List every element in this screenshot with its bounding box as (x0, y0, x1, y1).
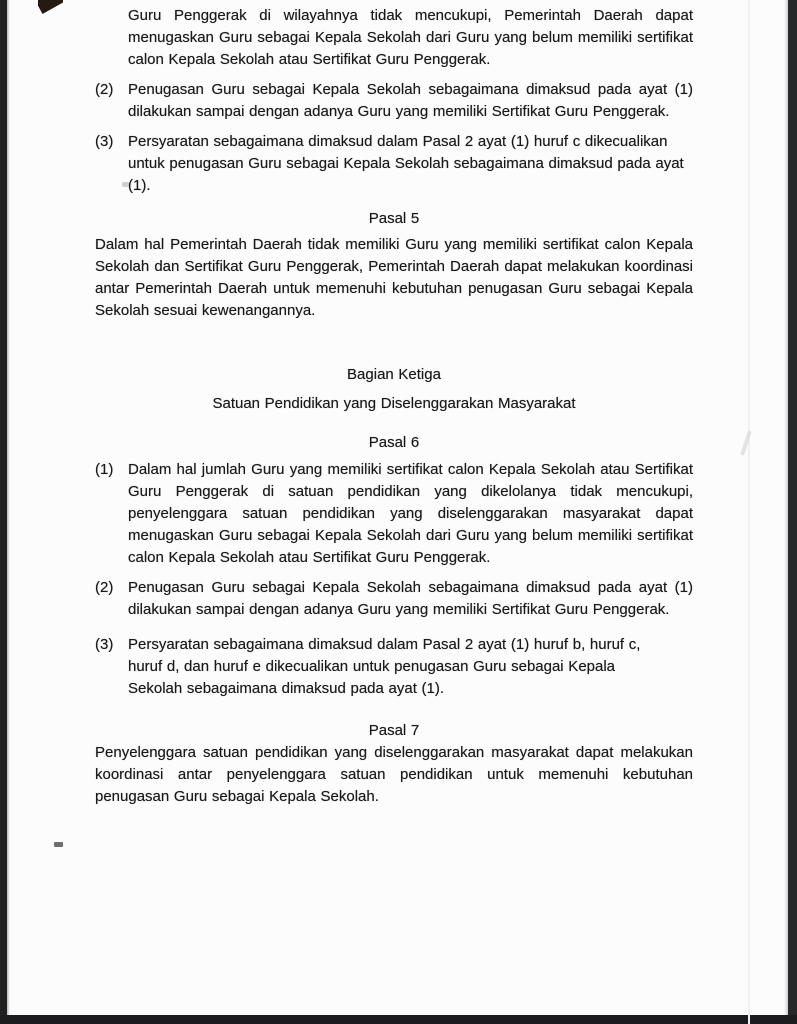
section-heading-pasal-7: Pasal 7 (368, 722, 420, 739)
scan-smudge (740, 430, 752, 456)
scan-edge-left (0, 0, 7, 1024)
list-item-number: (3) (95, 636, 114, 653)
list-item-text: Guru Penggerak di wilayahnya tidak mencukupi, Pemerintah Daerah dapat menugaskan Guru sebagai Kepala Sekolah dari Guru yang belum memiliki sertifikat calon Kepala Sekolah atau Sertifikat Guru Penggerak. (128, 7, 693, 68)
document-body (95, 5, 693, 808)
list-item-number: (2) (95, 81, 114, 98)
section-heading-bagian-ketiga: Bagian Ketiga (347, 366, 441, 383)
list-item (95, 577, 693, 621)
scan-smudge (54, 842, 63, 847)
list-item-text: Persyaratan sebagaimana dimaksud dalam Pasal 2 ayat (1) huruf b, huruf c, huruf d, dan huruf e dikecualikan untuk penugasan Guru sebagai Kepala Sekolah sebagaimana dimaksud pada ayat (1). (128, 636, 641, 697)
list-item (95, 634, 693, 700)
paragraph-pasal-7: Penyelenggara satuan pendidikan yang diselenggarakan masyarakat dapat melakukan koordinasi antar penyelenggara satuan pendidikan untuk memenuhi kebutuhan penugasan Guru sebagai Kepala Sekolah. (95, 744, 693, 805)
list-item-text: Penugasan Guru sebagai Kepala Sekolah sebagaimana dimaksud pada ayat (1) dilakukan sampai dengan adanya Guru yang memiliki Sertifikat Guru Penggerak. (128, 579, 693, 618)
list-item-number: (1) (95, 461, 114, 478)
list-item-number: (3) (95, 133, 114, 150)
paragraph-pasal-5: Dalam hal Pemerintah Daerah tidak memiliki Guru yang memiliki sertifikat calon Kepala Sekolah dan Sertifikat Guru Penggerak, Pemerintah Daerah dapat melakukan koordinasi antar Pemerintah Daerah untuk memenuhi kebutuhan penugasan Guru sebagai Kepala Sekolah sesuai kewenangannya. (95, 236, 693, 319)
scan-edge-left-shadow (7, 0, 10, 1024)
list-item (95, 79, 693, 123)
scan-edge-right (788, 0, 797, 1024)
list-item-continuation (95, 5, 693, 71)
section-subheading-bagian-ketiga: Satuan Pendidikan yang Diselenggarakan Masyarakat (212, 395, 576, 412)
list-item-text: Penugasan Guru sebagai Kepala Sekolah sebagaimana dimaksud pada ayat (1) dilakukan sampai dengan adanya Guru yang memiliki Sertifikat Guru Penggerak. (128, 81, 693, 120)
page-corner-fold-mark (38, 0, 63, 14)
section-heading-pasal-6: Pasal 6 (368, 434, 420, 451)
list-item (95, 459, 693, 569)
scan-edge-bottom (0, 1015, 797, 1024)
list-item-text: Dalam hal jumlah Guru yang memiliki sertifikat calon Kepala Sekolah atau Sertifikat Guru Penggerak di satuan pendidikan yang dikelolanya tidak mencukupi, penyelenggara satuan pendidikan yang diselenggarakan masyarakat dapat menugaskan Guru sebagai Kepala Sekolah dari Guru yang belum memiliki sertifikat calon Kepala Sekolah atau Sertifikat Guru Penggerak. (128, 461, 693, 566)
list-item-number: (2) (95, 579, 114, 596)
paper-crease-line (748, 0, 750, 1024)
scan-edge-right-shadow (784, 0, 788, 1024)
list-item-text: Persyaratan sebagaimana dimaksud dalam Pasal 2 ayat (1) huruf c dikecualikan untuk penugasan Guru sebagai Kepala Sekolah sebagaimana dimaksud pada ayat (1). (128, 133, 684, 194)
section-heading-pasal-5: Pasal 5 (368, 210, 420, 227)
list-item (95, 131, 693, 197)
